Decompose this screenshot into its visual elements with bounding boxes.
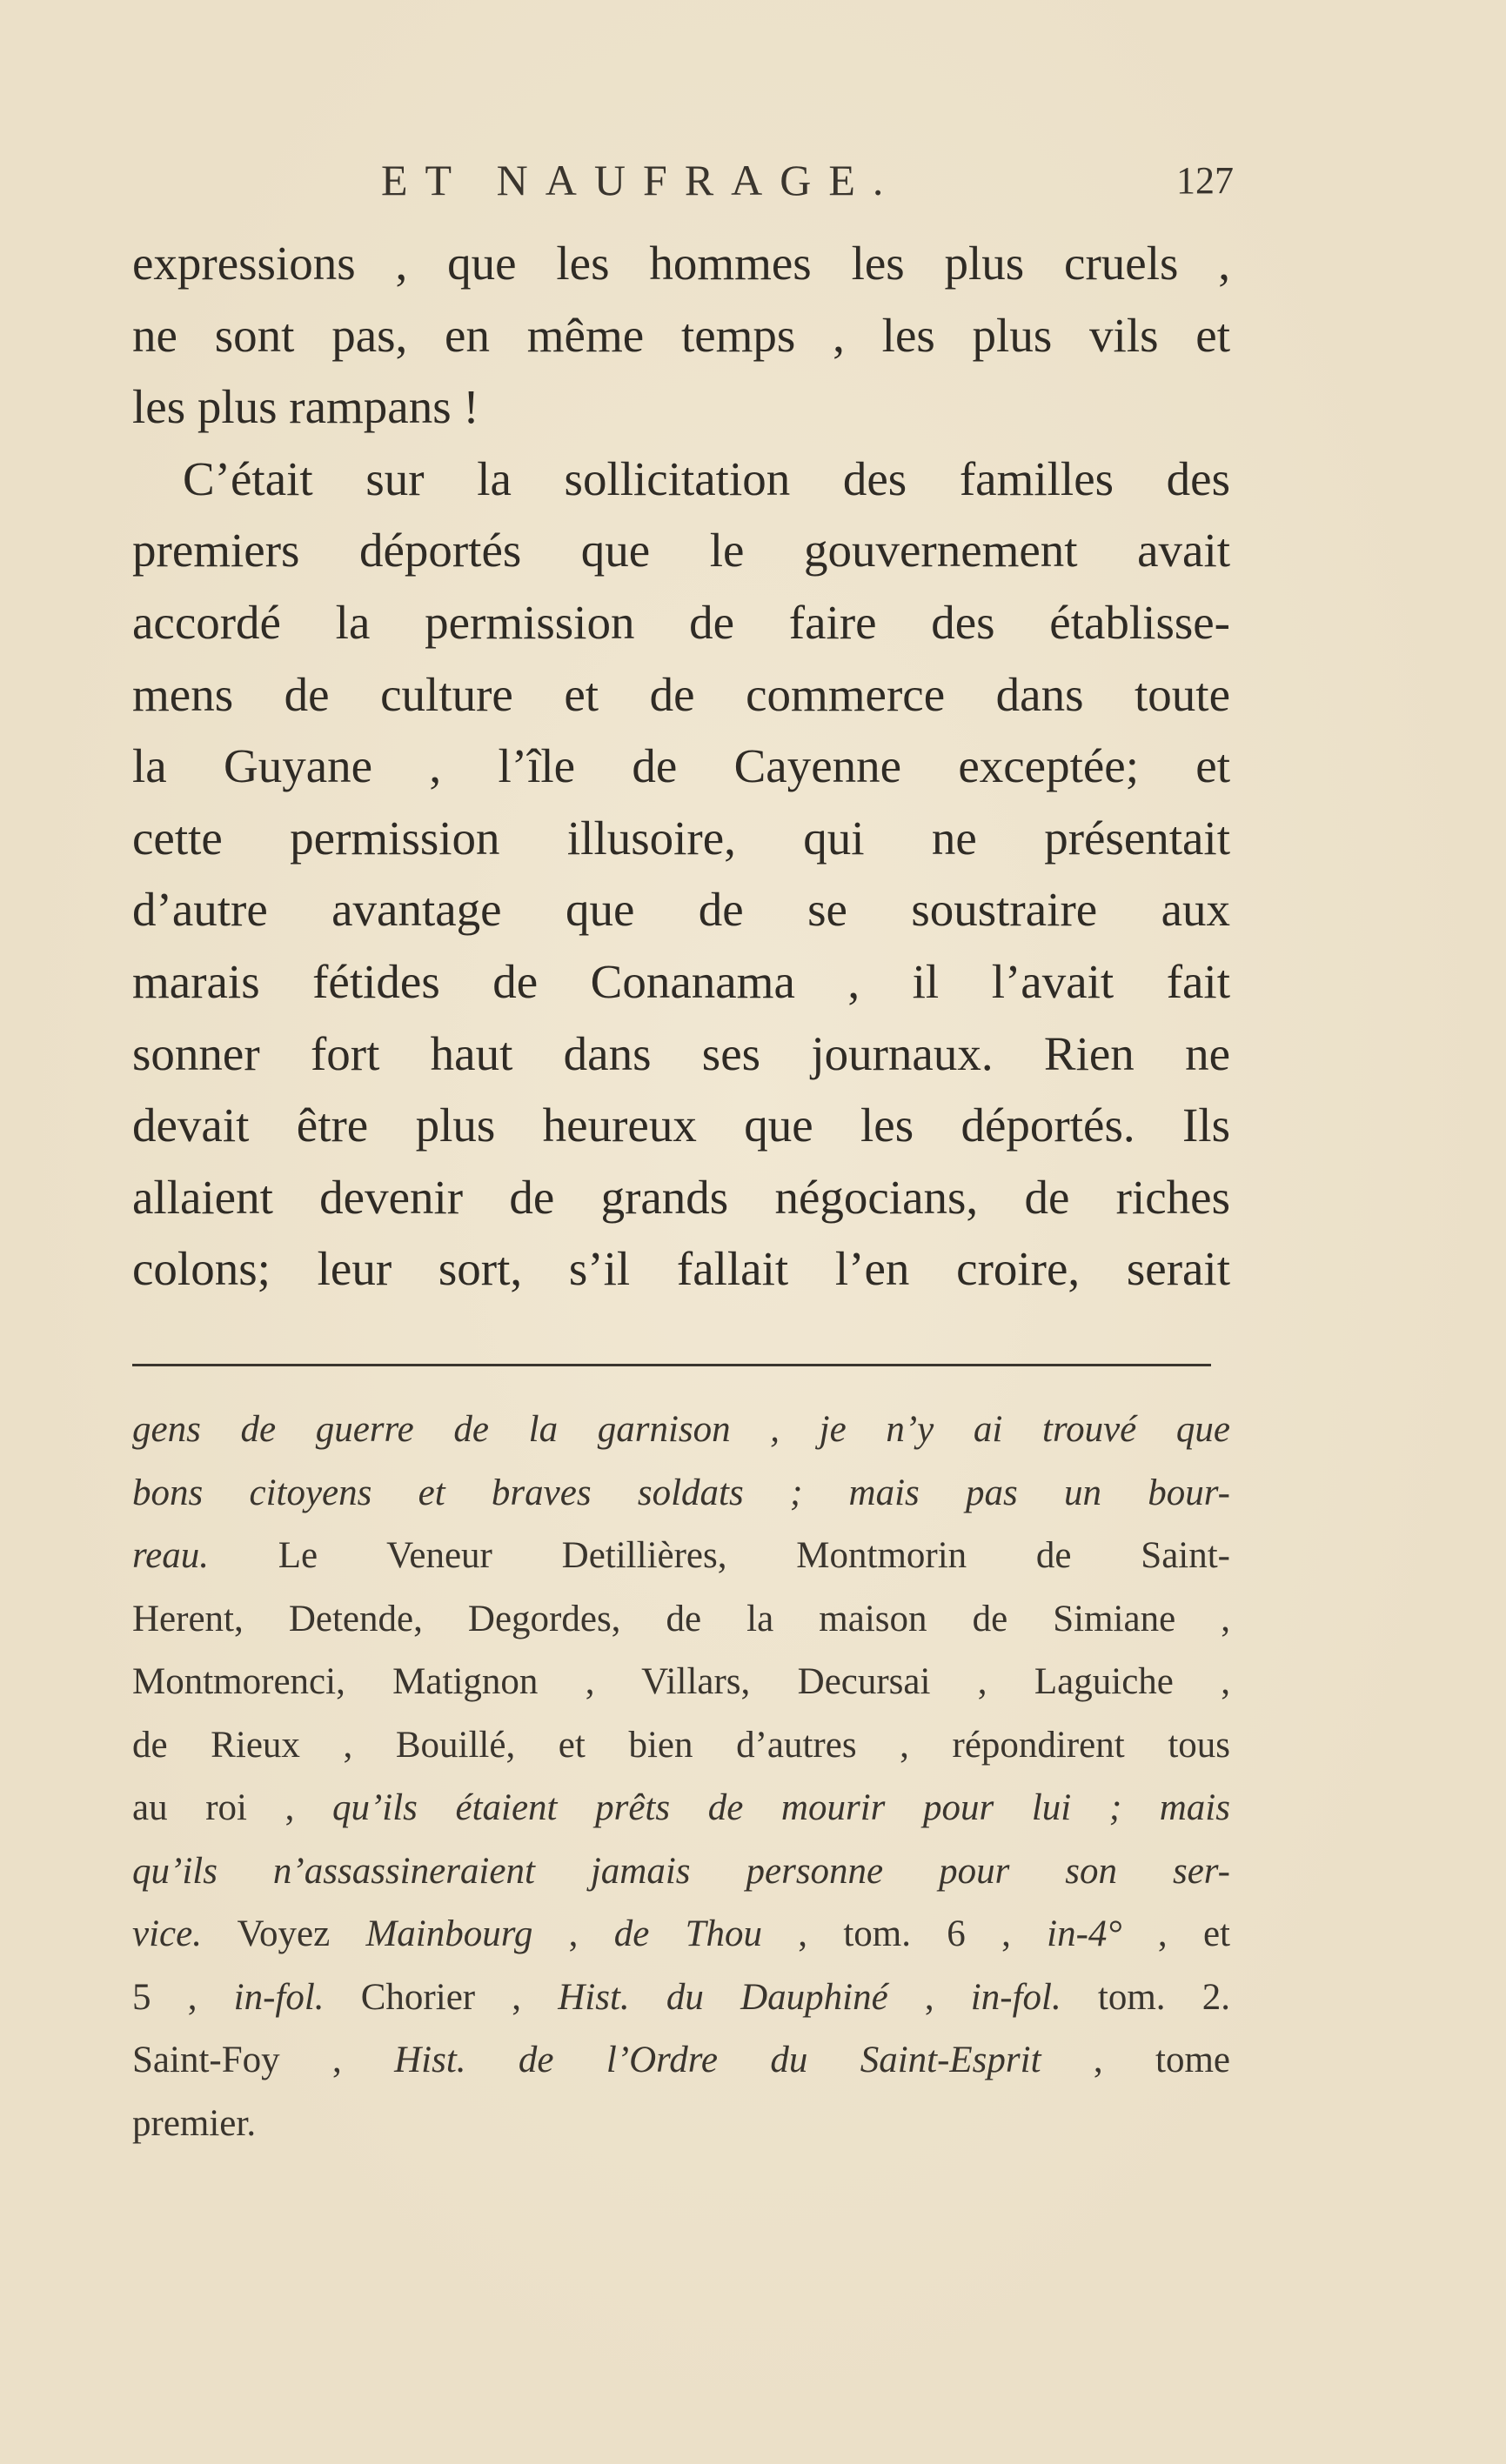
footnote-italic-text: bons citoyens et braves soldats ; mais pas un bour- bbox=[132, 1472, 1230, 1513]
footnote-italic-text: gens de guerre de la garnison , je n’y ai trouvé que bbox=[132, 1409, 1230, 1450]
footnote-italic-text: in-fol. bbox=[233, 1976, 325, 2018]
footnote-text: , et bbox=[1121, 1913, 1230, 1954]
footnote-text: , bbox=[887, 1976, 971, 2018]
footnote-text: Herent, Detende, Degordes, de la maison de Simiane , bbox=[132, 1598, 1230, 1639]
footnote-italic-text: reau. bbox=[132, 1535, 209, 1576]
text-line: sonner fort haut dans ses journaux. Rien ne bbox=[132, 1026, 1230, 1080]
footnote-text: , tome bbox=[1041, 2040, 1230, 2080]
text-line: colons; leur sort, s’il fallait l’en croire, serait bbox=[132, 1242, 1230, 1296]
footnote bbox=[132, 1399, 1230, 2155]
footnote-italic-text: Mainbourg bbox=[365, 1913, 533, 1954]
footnote-line bbox=[132, 1462, 1230, 1526]
footnote-text: , tom. 6 , bbox=[762, 1913, 1048, 1954]
footnote-text: , bbox=[532, 1913, 614, 1954]
page-number: 127 bbox=[1176, 159, 1234, 202]
text-line: allaient devenir de grands négocians, de riches bbox=[132, 1170, 1230, 1224]
text-line: d’autre avantage que de se soustraire aux bbox=[132, 883, 1230, 937]
text-line: devait être plus heureux que les déportés. Ils bbox=[132, 1098, 1230, 1152]
text-line: C’était sur la sollicitation des familles des bbox=[183, 451, 1230, 505]
text-line: la Guyane , l’île de Cayenne exceptée; et bbox=[132, 739, 1230, 793]
footnote-line bbox=[132, 2093, 1230, 2156]
text-line: accordé la permission de faire des établisse- bbox=[132, 595, 1230, 649]
footnote-text: au roi , bbox=[132, 1787, 332, 1828]
footnote-text: Le Veneur Detillières, Montmorin de Saint- bbox=[208, 1535, 1230, 1576]
footnote-italic-text: qu’ils étaient prêts de mourir pour lui ; mais bbox=[331, 1787, 1230, 1828]
footnote-italic-text: in-fol. bbox=[970, 1976, 1061, 2018]
text-line: mens de culture et de commerce dans toute bbox=[132, 667, 1230, 721]
footnote-line bbox=[132, 1525, 1230, 1588]
text-line: ne sont pas, en même temps , les plus vils et bbox=[132, 308, 1230, 362]
main-text bbox=[132, 228, 1230, 1305]
footnote-line bbox=[132, 1588, 1230, 1652]
text-line: expressions , que les hommes les plus cruels , bbox=[132, 237, 1230, 290]
running-head bbox=[381, 155, 1234, 207]
footnote-italic-text: Hist. de l’Ordre du Saint-Esprit bbox=[394, 2040, 1041, 2080]
footnote-text: de Rieux , Bouillé, et bien d’autres , répondirent tous bbox=[132, 1724, 1230, 1766]
footnote-text: tom. 2. bbox=[1061, 1976, 1230, 2018]
footnote-text: Voyez bbox=[201, 1913, 366, 1954]
footnote-text: Chorier , bbox=[324, 1976, 559, 2018]
text-line: les plus rampans ! bbox=[132, 380, 479, 434]
footnote-italic-text: qu’ils n’assassineraient jamais personne pour son ser- bbox=[132, 1850, 1230, 1892]
footnote-text: premier. bbox=[132, 2102, 257, 2144]
text-line: cette permission illusoire, qui ne présentait bbox=[132, 811, 1230, 865]
footnote-line bbox=[132, 1399, 1230, 1462]
footnote-line bbox=[132, 1714, 1230, 1778]
footnote-line bbox=[132, 2029, 1230, 2093]
footnote-line bbox=[132, 1651, 1230, 1714]
footnote-line bbox=[132, 1840, 1230, 1904]
footnote-italic-text: in-4° bbox=[1047, 1913, 1122, 1954]
footnote-italic-text: vice. bbox=[132, 1913, 202, 1954]
footnote-text: Montmorenci, Matignon , Villars, Decursai , Laguiche , bbox=[132, 1661, 1230, 1702]
footnote-line bbox=[132, 1777, 1230, 1840]
running-title: ET NAUFRAGE. bbox=[381, 156, 901, 204]
footnote-divider bbox=[132, 1364, 1211, 1366]
footnote-italic-text: Hist. du Dauphiné bbox=[558, 1976, 888, 2018]
footnote-line bbox=[132, 1967, 1230, 2030]
footnote-text: Saint-Foy , bbox=[132, 2040, 395, 2080]
footnote-italic-text: de Thou bbox=[613, 1913, 762, 1954]
text-line: premiers déportés que le gouvernement avait bbox=[132, 524, 1230, 578]
footnote-line bbox=[132, 1903, 1230, 1967]
footnote-text: 5 , bbox=[132, 1976, 234, 2018]
text-line: marais fétides de Conanama , il l’avait fait bbox=[132, 954, 1230, 1008]
